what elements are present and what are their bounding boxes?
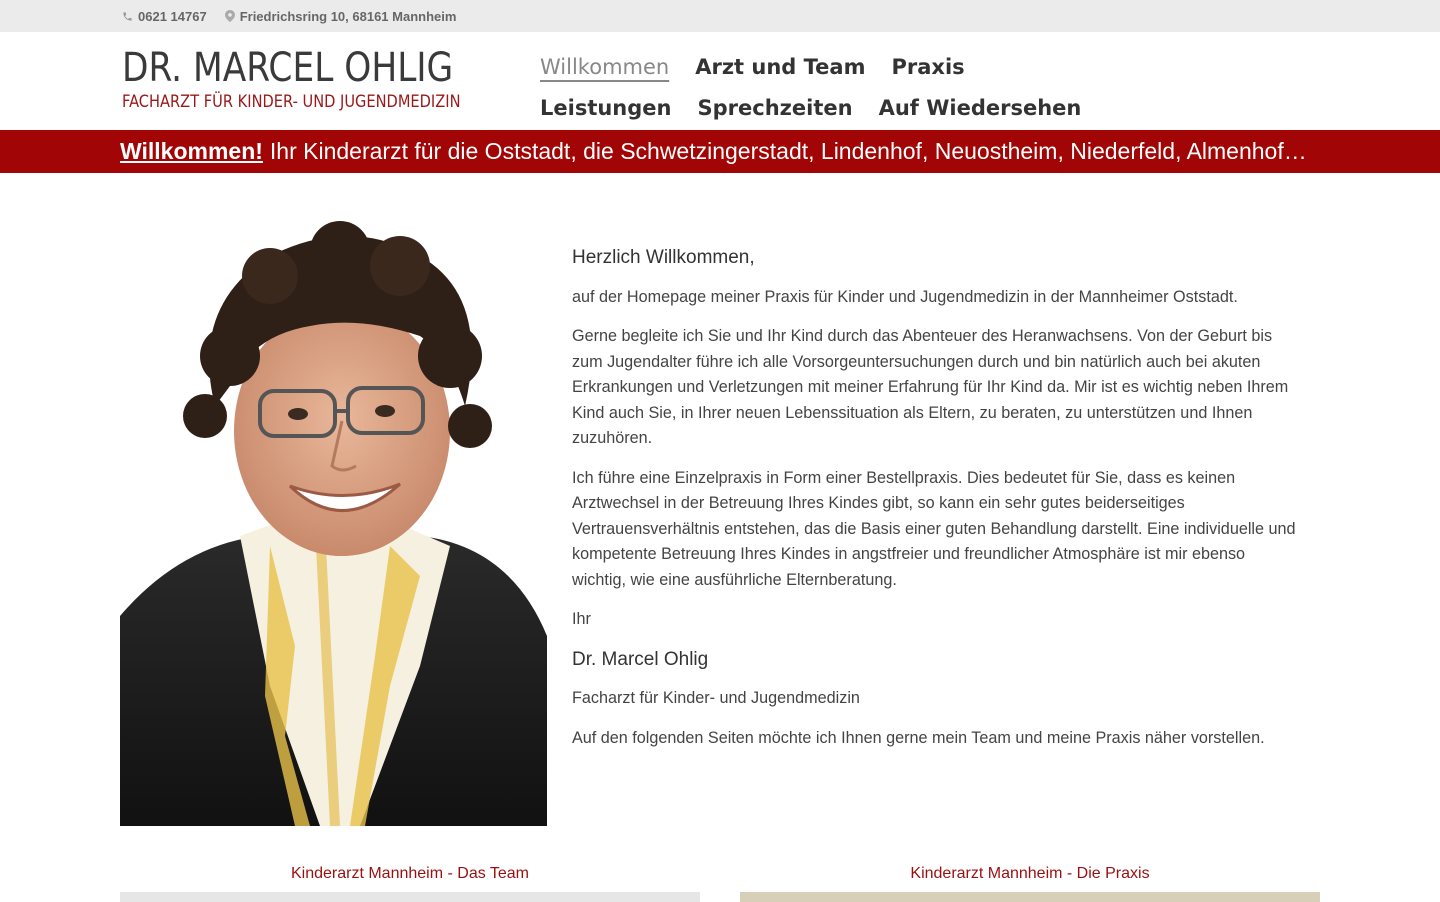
site-header	[0, 32, 1440, 130]
paragraph-practice: Ich führe eine Einzelpraxis in Form einer Bestellpraxis. Dies bedeutet für Sie, dass es keinen Arztwechsel in der Betreuung Ihres Kindes gibt, so kann ein sehr gutes beiderseitiges Vertrauensverhältnis entstehen, das die Basis einer guten Behandlung darstellt. Eine individuelle und kompetente Betreuung Ihres Kindes in angstfreier und freundlicher Atmosphäre ist mir ebenso wichtig, wie eine ausführliche Elternberatung.	[572, 468, 1296, 589]
address-text: Friedrichsring 10, 68161 Mannheim	[239, 8, 457, 24]
phone-icon	[122, 11, 133, 22]
teaser-praxis-title[interactable]: Kinderarzt Mannheim - Die Praxis	[910, 865, 1150, 882]
signature-name: Dr. Marcel Ohlig	[572, 648, 709, 670]
main-content	[0, 173, 1440, 853]
logo-subtitle: FACHARZT FÜR KINDER- UND JUGENDMEDIZIN	[122, 92, 461, 112]
banner-text: Ihr Kinderarzt für die Oststadt, die Schwetzingerstadt, Lindenhof, Neuostheim, Niederfeld, Almenhof…	[269, 138, 1307, 164]
nav-praxis[interactable]: Praxis	[891, 54, 965, 79]
nav-auf-wiedersehen[interactable]: Auf Wiedersehen	[878, 95, 1082, 120]
nav-row-1	[540, 46, 1081, 87]
teaser-team-title[interactable]: Kinderarzt Mannheim - Das Team	[290, 865, 530, 882]
address-contact[interactable]	[225, 9, 457, 24]
nav-willkommen[interactable]: Willkommen	[540, 54, 670, 79]
top-contact-bar	[0, 0, 1440, 32]
site-logo[interactable]	[122, 46, 516, 112]
main-navigation	[540, 46, 1081, 128]
paragraph-intro: auf der Homepage meiner Praxis für Kinder und Jugendmedizin in der Mannheimer Oststadt.	[572, 287, 1238, 306]
signature-role: Facharzt für Kinder- und Jugendmedizin	[572, 689, 860, 707]
phone-contact[interactable]	[122, 9, 207, 24]
teaser-team-image[interactable]	[120, 892, 700, 902]
greeting: Herzlich Willkommen,	[572, 247, 755, 268]
paragraph-care: Gerne begleite ich Sie und Ihr Kind durch das Abenteuer des Heranwachsens. Von der Geburt bis zum Jugendalter führe ich alle Vorsorgeuntersuchungen durch und bin natürlich auch bei akuten Erkrankungen und Verletzungen mit meiner Erfahrung für Ihr Kind da. Mir ist es wichtig neben Ihrem Kind auch Sie, in Ihrer neuen Lebenssituation als Eltern, zu beraten, zu unterstützen und Ihnen zuzuhören.	[572, 327, 1289, 447]
teaser-praxis-image[interactable]	[740, 892, 1320, 902]
phone-number: 0621 14767	[138, 8, 207, 24]
welcome-banner	[0, 130, 1440, 173]
nav-sprechzeiten[interactable]: Sprechzeiten	[697, 95, 853, 120]
logo-name: DR. MARCEL OHLIG	[122, 45, 454, 91]
banner-highlight: Willkommen!	[120, 138, 263, 164]
map-pin-icon	[225, 10, 235, 22]
nav-row-2	[540, 87, 1081, 128]
paragraph-outro: Auf den folgenden Seiten möchte ich Ihnen gerne mein Team und meine Praxis näher vorstellen.	[572, 728, 1265, 747]
welcome-text	[572, 245, 1302, 765]
nav-leistungen[interactable]: Leistungen	[540, 95, 672, 120]
doctor-portrait	[120, 216, 547, 826]
closing: Ihr	[572, 610, 591, 628]
nav-arzt-und-team[interactable]: Arzt und Team	[695, 54, 866, 79]
